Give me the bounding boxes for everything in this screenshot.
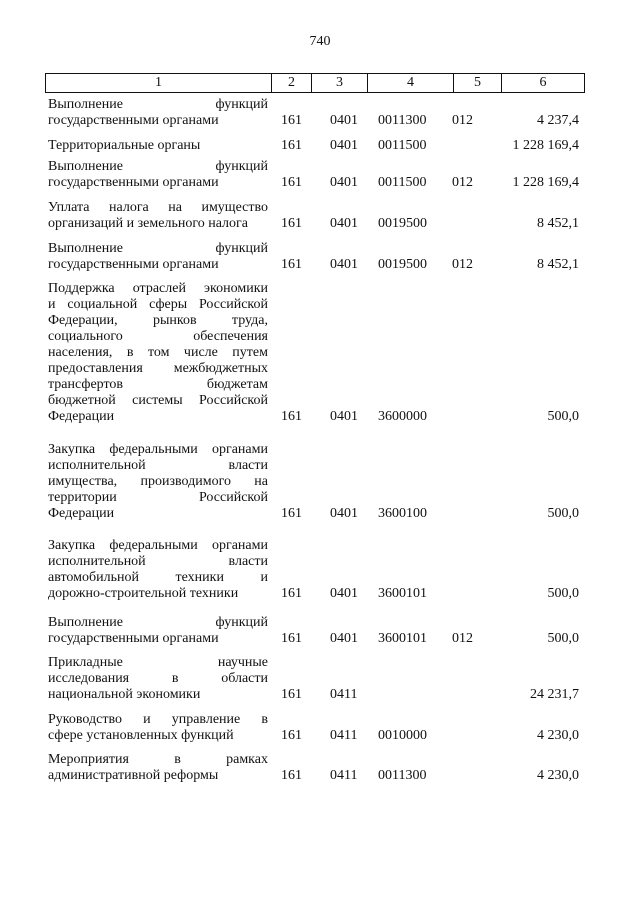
description-line: Выполнение функций: [48, 615, 268, 630]
row-description: [48, 138, 268, 154]
amount: 500,0: [547, 506, 579, 521]
code-glava: 161: [281, 687, 302, 702]
header-col-4: 4: [367, 74, 453, 92]
amount: 500,0: [547, 631, 579, 646]
amount: 8 452,1: [537, 216, 579, 231]
description-line: населения, в том числе путем: [48, 345, 268, 360]
code-statya: 3600000: [378, 409, 427, 424]
description-line: государственными органами: [48, 257, 219, 272]
code-glava: 161: [281, 175, 302, 190]
code-razdel: 0401: [330, 175, 358, 190]
row-description: [48, 200, 268, 232]
description-line: исполнительной власти: [48, 458, 268, 473]
header-col-3: 3: [311, 74, 367, 92]
description-line: и социальной сферы Российской: [48, 297, 268, 312]
description-line: государственными органами: [48, 175, 219, 190]
row-description: [48, 712, 268, 744]
code-razdel: 0411: [330, 768, 358, 783]
code-statya: 0019500: [378, 257, 427, 272]
description-line: государственными органами: [48, 631, 219, 646]
description-line: Выполнение функций: [48, 241, 268, 256]
code-statya: 0010000: [378, 728, 427, 743]
code-razdel: 0411: [330, 728, 358, 743]
description-line: Федерации: [48, 409, 115, 424]
description-line: Федерации: [48, 506, 115, 521]
amount: 4 230,0: [537, 768, 579, 783]
header-col-1: 1: [155, 75, 162, 90]
description-line: Федерации, рынков труда,: [48, 313, 268, 328]
code-razdel: 0401: [330, 586, 358, 601]
code-glava: 161: [281, 506, 302, 521]
amount: 8 452,1: [537, 257, 579, 272]
code-razdel: 0401: [330, 138, 358, 153]
description-line: Территориальные органы: [48, 138, 201, 153]
code-vid-raskhodov: 012: [452, 113, 473, 128]
code-glava: 161: [281, 257, 302, 272]
row-description: [48, 97, 268, 129]
description-line: организаций и земельного налога: [48, 216, 248, 231]
row-description: [48, 752, 268, 784]
description-line: Закупка федеральными органами: [48, 538, 268, 553]
row-description: [48, 159, 268, 191]
description-line: имущества, производимого на: [48, 474, 268, 489]
description-line: Руководство и управление в: [48, 712, 268, 727]
code-razdel: 0401: [330, 216, 358, 231]
description-line: Мероприятия в рамках: [48, 752, 268, 767]
code-razdel: 0401: [330, 113, 358, 128]
code-glava: 161: [281, 409, 302, 424]
page-number: 740: [309, 34, 331, 49]
code-razdel: 0401: [330, 506, 358, 521]
code-statya: 3600101: [378, 631, 427, 646]
code-statya: 3600100: [378, 506, 427, 521]
description-line: Закупка федеральными органами: [48, 442, 268, 457]
description-line: исполнительной власти: [48, 554, 268, 569]
code-razdel: 0401: [330, 409, 358, 424]
code-statya: 0011300: [378, 768, 427, 783]
code-vid-raskhodov: 012: [452, 175, 473, 190]
description-line: национальной экономики: [48, 687, 201, 702]
amount: 4 230,0: [537, 728, 579, 743]
description-line: государственными органами: [48, 113, 219, 128]
row-description: [48, 241, 268, 273]
code-vid-raskhodov: 012: [452, 631, 473, 646]
description-line: трансфертов бюджетам: [48, 377, 268, 392]
code-statya: 3600101: [378, 586, 427, 601]
code-statya: 0011300: [378, 113, 427, 128]
description-line: дорожно-строительной техники: [48, 586, 239, 601]
header-col-5: 5: [453, 74, 501, 92]
description-line: Прикладные научные: [48, 655, 268, 670]
description-line: территории Российской: [48, 490, 268, 505]
description-line: бюджетной системы Российской: [48, 393, 268, 408]
code-glava: 161: [281, 768, 302, 783]
amount: 24 231,7: [530, 687, 579, 702]
code-glava: 161: [281, 216, 302, 231]
row-description: [48, 281, 268, 425]
amount: 1 228 169,4: [512, 175, 579, 190]
description-line: предоставления межбюджетных: [48, 361, 268, 376]
code-glava: 161: [281, 113, 302, 128]
description-line: Поддержка отраслей экономики: [48, 281, 268, 296]
amount: 1 228 169,4: [512, 138, 579, 153]
code-glava: 161: [281, 586, 302, 601]
row-description: [48, 655, 268, 703]
row-description: [48, 442, 268, 522]
code-razdel: 0411: [330, 687, 358, 702]
description-line: Выполнение функций: [48, 159, 268, 174]
description-line: социального обеспечения: [48, 329, 268, 344]
code-statya: 0011500: [378, 138, 427, 153]
code-glava: 161: [281, 138, 302, 153]
amount: 4 237,4: [537, 113, 579, 128]
table-header: [45, 73, 585, 93]
amount: 500,0: [547, 586, 579, 601]
row-description: [48, 615, 268, 647]
code-glava: 161: [281, 728, 302, 743]
code-razdel: 0401: [330, 257, 358, 272]
description-line: исследования в области: [48, 671, 268, 686]
row-description: [48, 538, 268, 602]
description-line: сфере установленных функций: [48, 728, 234, 743]
code-glava: 161: [281, 631, 302, 646]
code-razdel: 0401: [330, 631, 358, 646]
description-line: Выполнение функций: [48, 97, 268, 112]
code-statya: 0019500: [378, 216, 427, 231]
header-col-2: 2: [271, 74, 311, 92]
description-line: автомобильной техники и: [48, 570, 268, 585]
header-col-6: 6: [501, 74, 584, 92]
code-vid-raskhodov: 012: [452, 257, 473, 272]
description-line: административной реформы: [48, 768, 219, 783]
description-line: Уплата налога на имущество: [48, 200, 268, 215]
amount: 500,0: [547, 409, 579, 424]
code-statya: 0011500: [378, 175, 427, 190]
